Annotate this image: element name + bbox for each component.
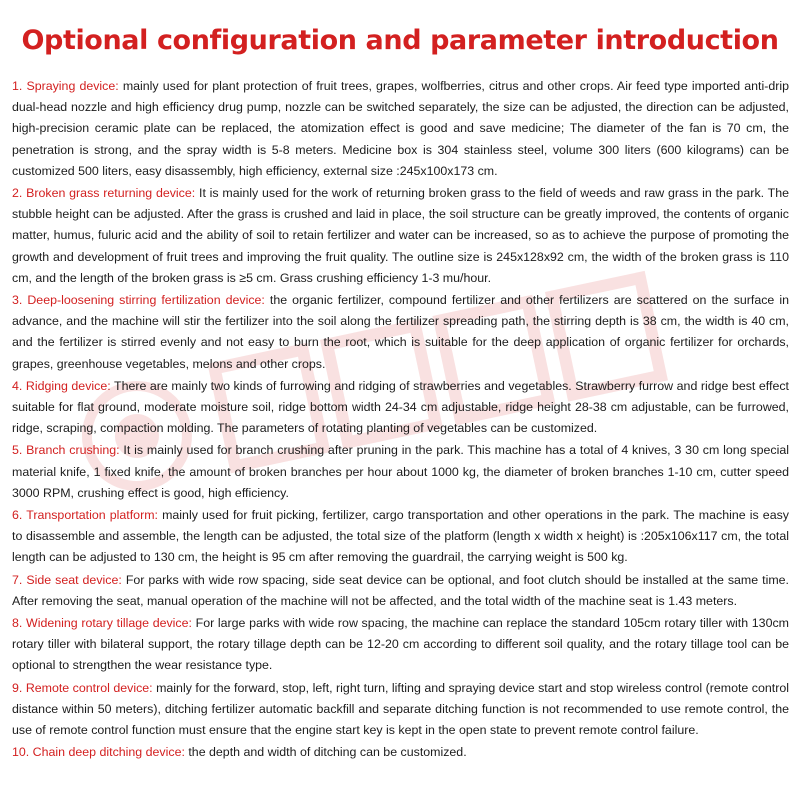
item-text: mainly used for fruit picking, fertilizer, cargo transportation and other operations in the park. The machine is easy to disassemble and assemble, the length can be adjusted, the total size of the platform (length x width x height) is :205x106x117 cm, the total length can be adjusted to 130 cm, the height is 95 cm after removing the guardrail, the carrying weight is 500 kg. xyxy=(12,508,789,565)
list-item-deep-loosening-stirring-fertilization-device xyxy=(12,290,789,375)
item-label: 5. Branch crushing: xyxy=(12,443,120,458)
item-text: For large parks with wide row spacing, the machine can replace the standard 105cm rotary tiller with 130cm rotary tiller with bilateral support, the rotary tillage depth can be 12-20 cm according to different soil quality, and the rotary tillage tool can be optional to strengthen the wear resistance type. xyxy=(12,616,789,673)
item-text: For parks with wide row spacing, side seat device can be optional, and foot clutch should be installed at the same time. After removing the seat, manual operation of the machine will not be affected, and the total width of the machine seat is 1.43 meters. xyxy=(12,572,789,608)
item-label: 7. Side seat device: xyxy=(12,572,122,587)
list-item-spraying-device xyxy=(12,76,789,182)
item-label: 8. Widening rotary tillage device: xyxy=(12,616,192,631)
item-text: mainly for the forward, stop, left, right turn, lifting and spraying device start and stop wireless control (remote control distance within 50 meters), ditching fertilizer automatic backfill and separate ditching function is not recommended to use remote control, the use of remote control function must ensure that the engine start key is kept in the open state to prevent remote control failure. xyxy=(12,680,789,738)
item-text: the organic fertilizer, compound fertilizer and other fertilizers are scattered on the surface in advance, and the machine will stir the fertilizer into the soil along the fertilizer spreading path, the stirring depth is 38 cm, the width is 40 cm, and the fertilizer is stirred evenly and not easy to burn the root, which is suitable for the deep application of organic fertilizer for orchards, grapes, greenhouse vegetables, melons and other crops. xyxy=(12,293,789,371)
list-item-ridging-device xyxy=(12,376,789,440)
configuration-list xyxy=(12,76,789,765)
list-item-widening-rotary-tillage-device xyxy=(12,613,789,677)
list-item-side-seat-device xyxy=(12,570,789,612)
item-label: 6. Transportation platform: xyxy=(12,508,158,523)
item-label: 4. Ridging device: xyxy=(12,378,111,393)
item-label: 10. Chain deep ditching device: xyxy=(12,745,185,760)
list-item-remote-control-device xyxy=(12,678,789,742)
list-item-transportation-platform xyxy=(12,505,789,569)
list-item-chain-deep-ditching-device xyxy=(12,742,789,763)
item-label: 9. Remote control device: xyxy=(12,680,153,695)
item-label: 1. Spraying device: xyxy=(12,79,119,93)
item-text: It is mainly used for branch crushing after pruning in the park. This machine has a total of 4 knives, 3 30 cm long special material knife, 1 fixed knife, the amount of broken branches per hour about 1000 kg, the diameter of broken branches 1-10 cm, cutter speed 3000 RPM, crushing effect is good, high efficiency. xyxy=(12,443,789,500)
item-label: 2. Broken grass returning device: xyxy=(12,186,196,201)
item-text: the depth and width of ditching can be customized. xyxy=(188,745,467,760)
item-text: There are mainly two kinds of furrowing and ridging of strawberries and vegetables. Strawberry furrow and ridge best effect suitable for flat ground, moderate moisture soil, ridge bottom width 24-34 cm adjustable, ridge height 28-38 cm adjustable, can be furrowed, ridge, scraping, compaction molding. The parameters of rotating planting of vegetables can be customized. xyxy=(12,378,789,436)
list-item-broken-grass-returning-device xyxy=(12,183,789,289)
item-text: mainly used for plant protection of fruit trees, grapes, wolfberries, citrus and other crops. Air feed type imported anti-drip dual-head nozzle and high efficiency drug pump, nozzle can be switched separately, the size can be adjusted, the direction can be adjusted, high-precision ceramic plate can be replaced, the atomization effect is good and save medicine; The diameter of the fan is 70 cm, the penetration is strong, and the spray width is 5-8 meters. Medicine box is 304 stainless steel, volume 300 liters (600 kilograms) can be customized 500 liters, easy disassembly, high efficiency, external size :245x100x173 cm. xyxy=(12,79,789,178)
item-label: 3. Deep-loosening stirring fertilization device: xyxy=(12,293,265,308)
item-text: It is mainly used for the work of returning broken grass to the field of weeds and raw grass in the park. The stubble height can be adjusted. After the grass is crushed and laid in place, the soil structure can be greatly improved, the contents of organic matter, humus, fuluric acid and the ability of soil to retain fertilizer and water can be increased, so as to achieve the purpose of promoting the growth and development of fruit trees and improving the fruit quality. The outline size is 245x128x92 cm, the width of the broken grass is 110 cm, and the length of the broken grass is ≥5 cm. Grass crushing efficiency 1-3 mu/hour. xyxy=(12,186,789,285)
list-item-branch-crushing xyxy=(12,440,789,504)
page-title: Optional configuration and parameter introduction xyxy=(21,25,779,56)
